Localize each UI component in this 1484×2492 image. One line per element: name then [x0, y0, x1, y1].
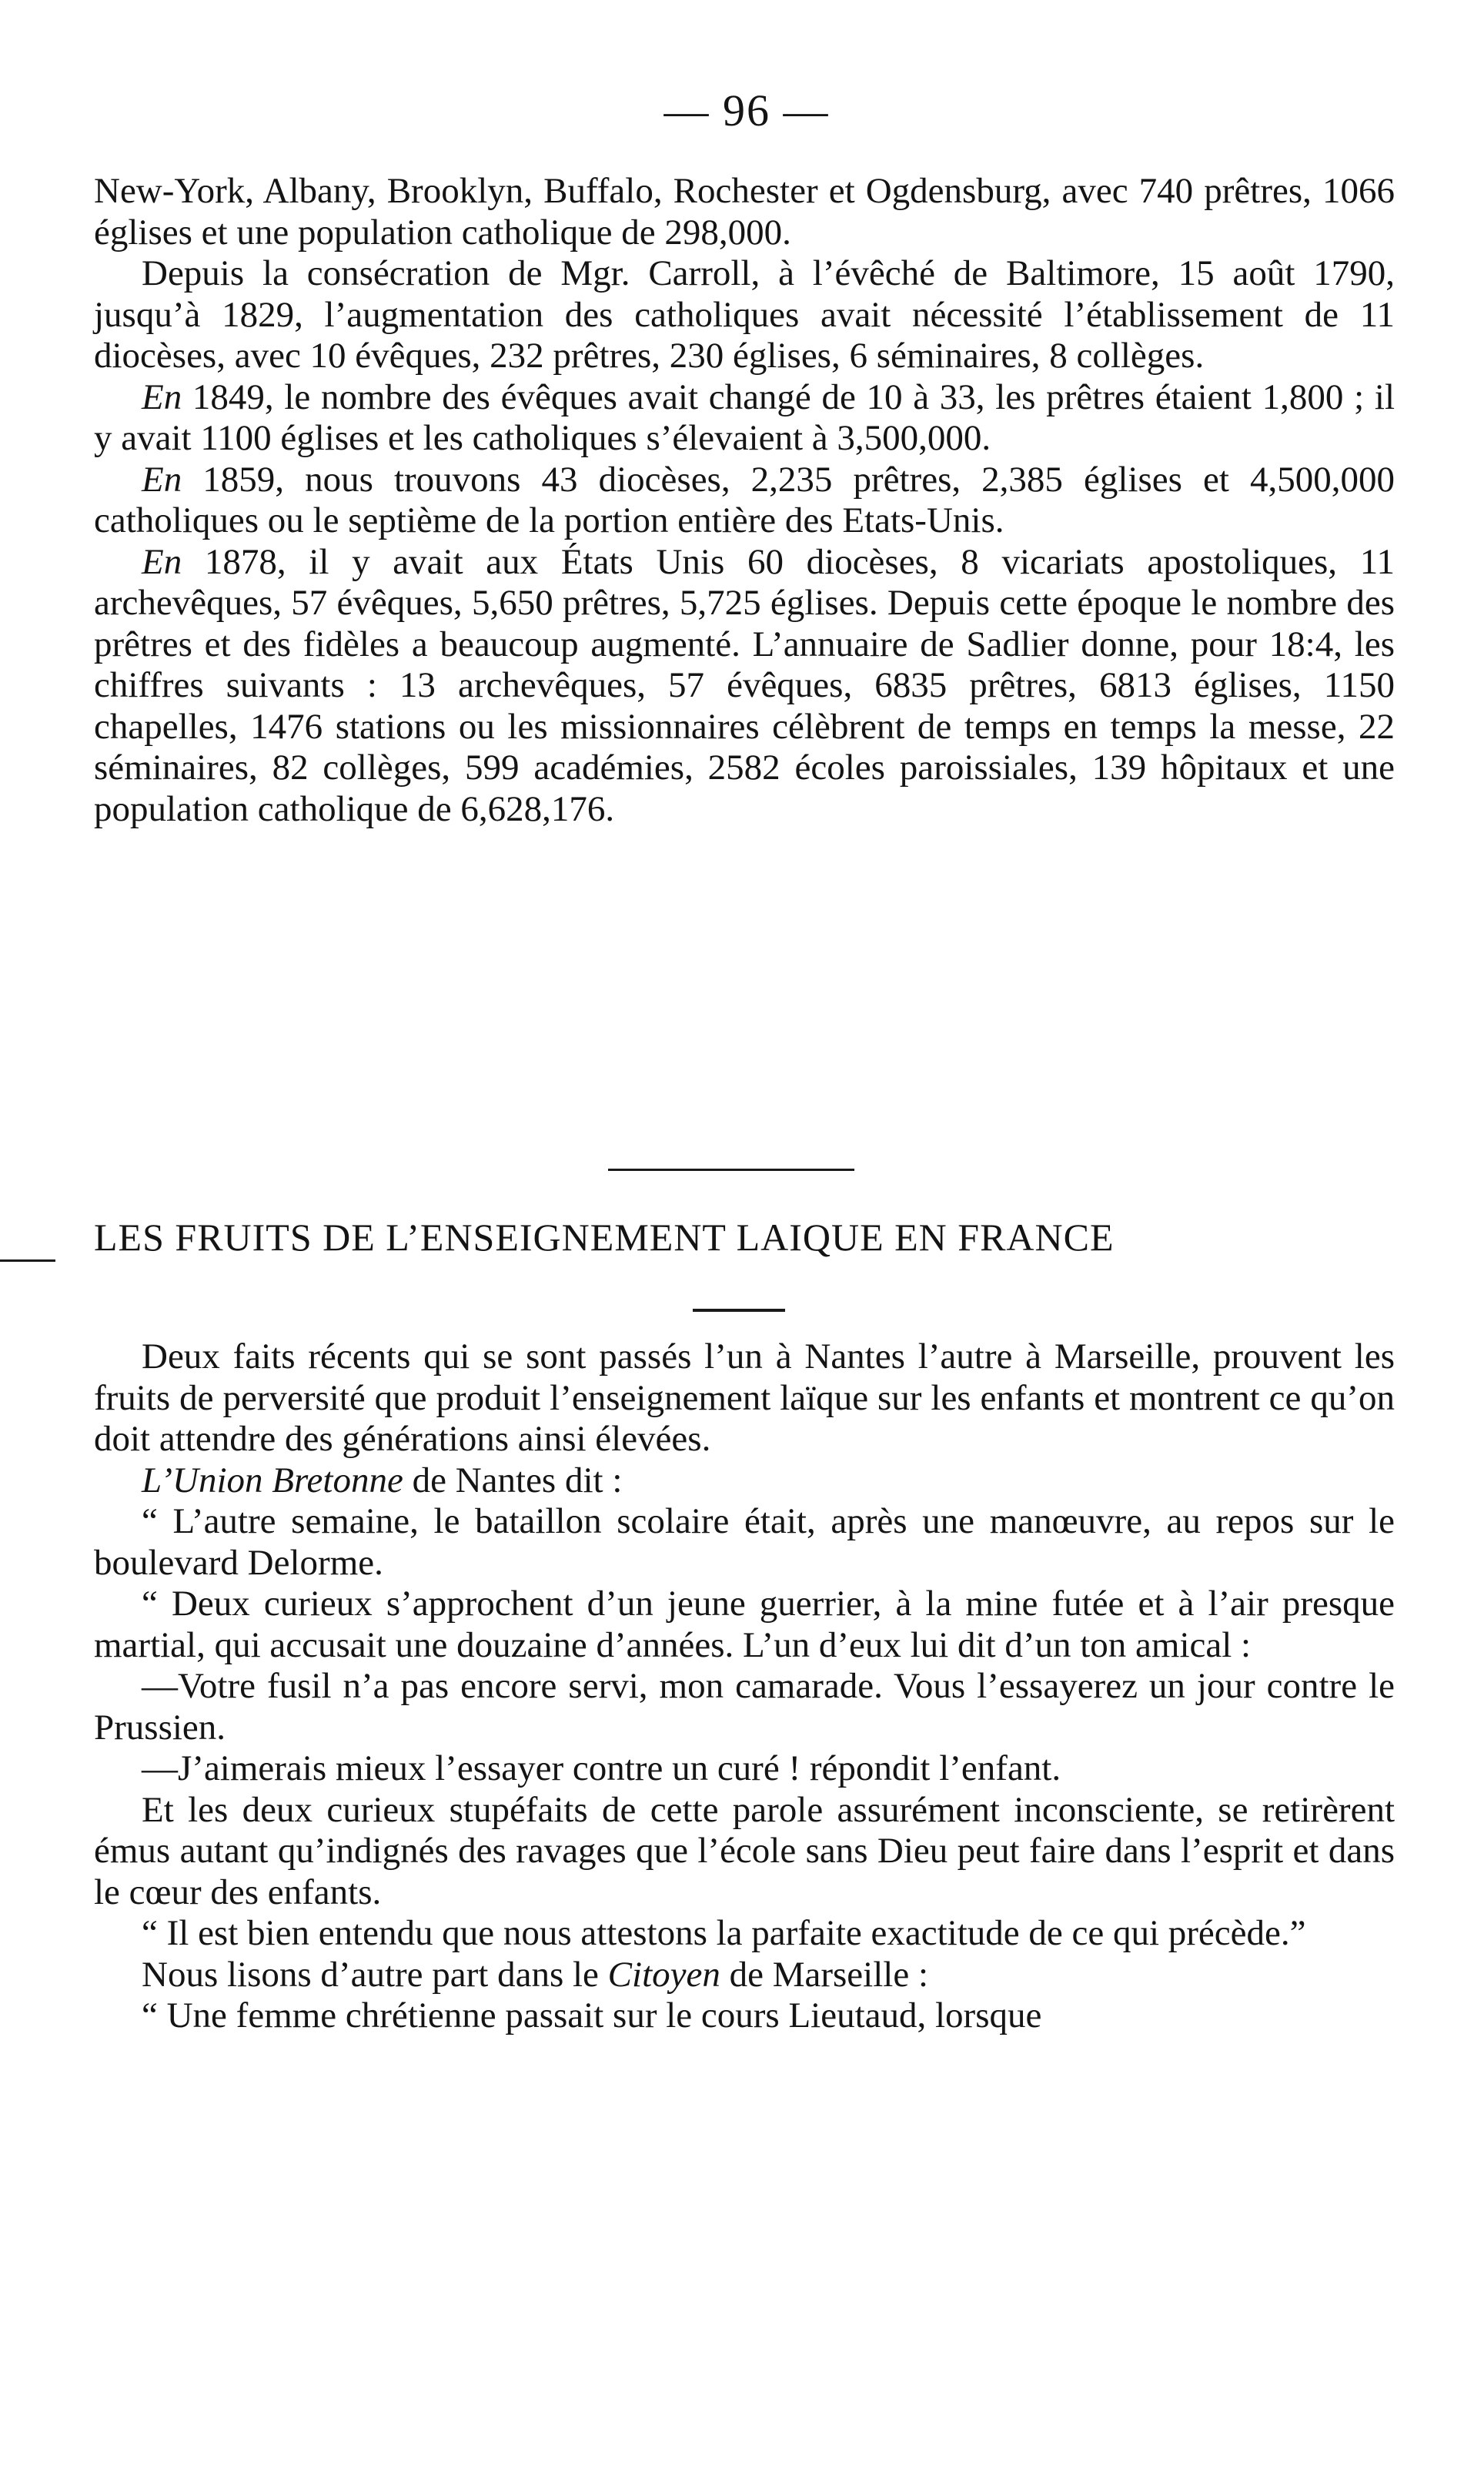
paragraph [94, 377, 1395, 460]
section-divider [608, 1169, 854, 1171]
paragraph [94, 542, 1395, 831]
paragraph [94, 1336, 1395, 1460]
paragraph-text: Et les deux curieux stupéfaits de cette parole assurément inconsciente, se retirèrent émus autant qu’indignés des ravages que l’école sans Dieu peut faire dans l’esprit et dans le cœur des enfants. [94, 1789, 1395, 1912]
statistics-section [94, 171, 1395, 830]
paragraph [94, 1995, 1395, 2037]
paragraph-text: 1849, le nombre des évêques avait changé de 10 à 33, les prêtres étaient 1,800 ; il y avait 1100 églises et les catholiques s’élevaient à 3,500,000. [94, 376, 1395, 458]
paragraph [94, 1955, 1395, 1996]
section-heading: LES FRUITS DE L’ENSEIGNEMENT LAIQUE EN FRANCE [94, 1216, 1115, 1259]
paragraph-text: New-York, Albany, Brooklyn, Buffalo, Rochester et Ogdensburg, avec 740 prêtres, 1066 églises et une population catholique de 298,000. [94, 171, 1395, 253]
paragraph-text: —J’aimerais mieux l’essayer contre un curé ! répondit l’enfant. [142, 1748, 1061, 1788]
paragraph [94, 1913, 1395, 1955]
paragraph [94, 1460, 1395, 1502]
paragraph-text: “ Il est bien entendu que nous attestons la parfaite exactitude de ce qui précède.” [142, 1913, 1306, 1953]
paragraph-text: Depuis la consécration de Mgr. Carroll, à l’évêché de Baltimore, 15 août 1790, jusqu’à 1829, l’augmentation des catholiques avait nécessité l’établissement de 11 diocèses, avec 10 évêques, 232 prêtres, 230 églises, 6 séminaires, 8 collèges. [94, 253, 1395, 376]
paragraph-text: Nous lisons d’autre part dans le [142, 1954, 608, 1995]
paragraph [94, 1584, 1395, 1666]
paragraph [94, 1748, 1395, 1790]
paragraph-text: —Votre fusil n’a pas encore servi, mon camarade. Vous l’essayerez un jour contre le Prussien. [94, 1666, 1395, 1748]
italic-title: Citoyen [607, 1954, 720, 1995]
italic-lead: L’Union Bretonne [142, 1460, 403, 1500]
paragraph [94, 171, 1395, 253]
paragraph [94, 253, 1395, 377]
margin-mark [0, 1259, 55, 1262]
paragraph [94, 1790, 1395, 1914]
italic-lead: En [142, 376, 182, 417]
paragraph-text: 1878, il y avait aux États Unis 60 diocèses, 8 vicariats apostoliques, 11 archevêques, 57 évêques, 5,650 prêtres, 5,725 églises. Depuis cette époque le nombre des prêtres et des fidèles a beaucoup augmenté. L’annuaire de Sadlier donne, pour 18:4, les chiffres suivants : 13 archevêques, 57 évêques, 6835 prêtres, 6813 églises, 1150 chapelles, 1476 stations ou les missionnaires célèbrent de temps en temps la messe, 22 séminaires, 82 collèges, 599 académies, 2582 écoles paroissiales, 139 hôpitaux et une population catholique de 6,628,176. [94, 541, 1395, 829]
paragraph [94, 1501, 1395, 1584]
paragraph [94, 460, 1395, 542]
page-number: — 96 — [663, 85, 830, 135]
paragraph [94, 1666, 1395, 1748]
paragraph-text: 1859, nous trouvons 43 diocèses, 2,235 prêtres, 2,385 églises et 4,500,000 catholiques ou le septième de la portion entière des Etats-Unis. [94, 459, 1395, 540]
paragraph-text: de Nantes dit : [403, 1460, 623, 1500]
italic-lead: En [142, 541, 182, 582]
article-section [94, 1336, 1395, 2037]
paragraph-text: “ Deux curieux s’approchent d’un jeune guerrier, à la mine futée et à l’air presque martial, qui accusait une douzaine d’années. L’un d’eux lui dit d’un ton amical : [94, 1584, 1395, 1665]
italic-lead: En [142, 459, 182, 500]
paragraph-text: Deux faits récents qui se sont passés l’un à Nantes l’autre à Marseille, prouvent les fruits de perversité que produit l’enseignement laïque sur les enfants et montrent ce qu’on doit attendre des générations ainsi élevées. [94, 1336, 1395, 1459]
heading-underline [693, 1309, 785, 1312]
paragraph-text: “ Une femme chrétienne passait sur le cours Lieutaud, lorsque [142, 1995, 1042, 2035]
paragraph-text: de Marseille : [720, 1954, 929, 1995]
paragraph-text: “ L’autre semaine, le bataillon scolaire était, après une manœuvre, au repos sur le boulevard Delorme. [94, 1501, 1395, 1583]
